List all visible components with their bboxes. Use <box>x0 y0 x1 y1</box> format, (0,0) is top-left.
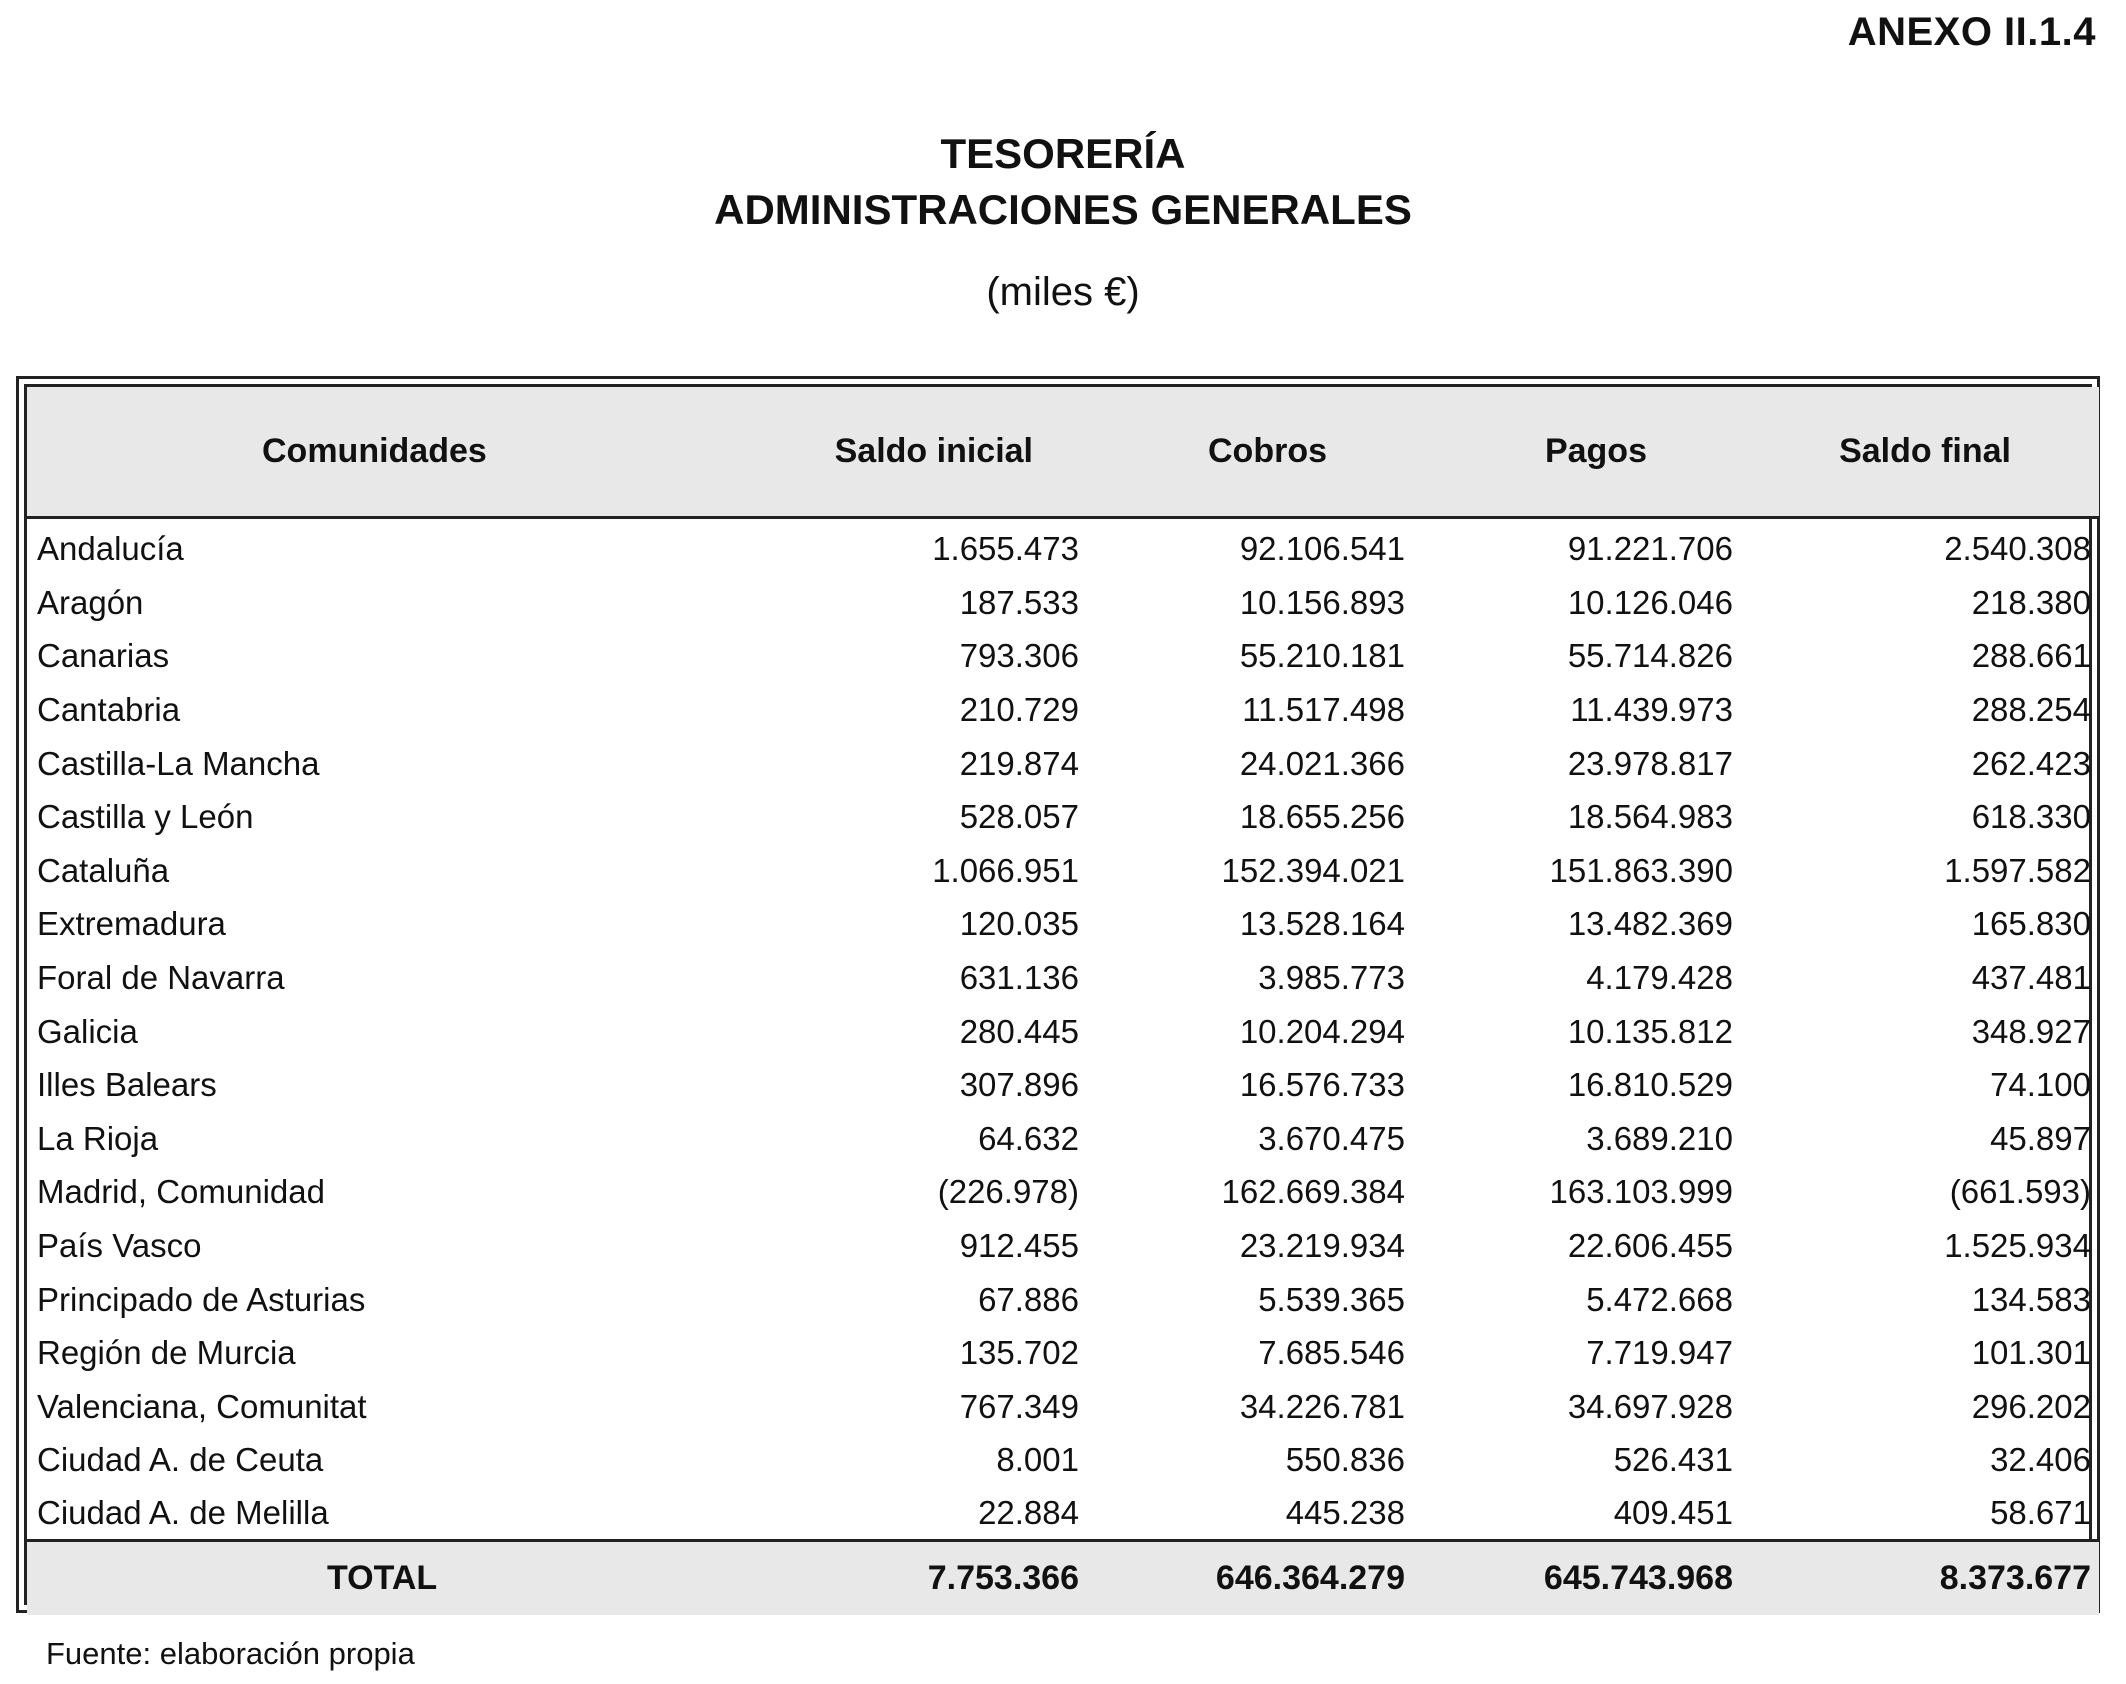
cell-saldo-inicial: 912.455 <box>959 1227 1079 1265</box>
cell-cobros: 55.210.181 <box>1239 637 1405 675</box>
cell-pagos: 151.863.390 <box>1549 851 1733 889</box>
cell-saldo-inicial: 64.632 <box>978 1119 1079 1157</box>
table-row <box>27 1166 2099 1220</box>
table-row <box>27 683 2099 737</box>
total-pagos: 645.743.968 <box>1543 1559 1733 1598</box>
cell-saldo-final: 296.202 <box>1971 1387 2091 1425</box>
table-row <box>27 737 2099 791</box>
header-comunidades: Comunidades <box>262 431 487 470</box>
cell-pagos: 7.719.947 <box>1586 1334 1733 1372</box>
units-label: (miles €) <box>986 270 1140 314</box>
cell-saldo-final: 218.380 <box>1971 583 2091 621</box>
source-note: Fuente: elaboración propia <box>46 1636 415 1671</box>
cell-pagos: 13.482.369 <box>1567 905 1733 943</box>
table-body <box>27 517 2099 1541</box>
header-saldo-final: Saldo final <box>1839 431 2011 470</box>
cell-pagos: 23.978.817 <box>1567 744 1733 782</box>
cell-pagos: 409.451 <box>1613 1494 1733 1532</box>
total-saldo-final: 8.373.677 <box>1939 1559 2091 1598</box>
cell-saldo-inicial: 219.874 <box>959 744 1079 782</box>
cell-pagos: 10.126.046 <box>1567 583 1733 621</box>
cell-saldo-final: 2.540.308 <box>1944 530 2091 568</box>
cell-saldo-final: 618.330 <box>1971 798 2091 836</box>
cell-saldo-final: 348.927 <box>1971 1012 2091 1050</box>
cell-saldo-inicial: 528.057 <box>959 798 1079 836</box>
table-header <box>27 387 2099 517</box>
cell-comunidad: Valenciana, Comunitat <box>37 1387 367 1425</box>
total-cobros: 646.364.279 <box>1215 1559 1405 1598</box>
cell-saldo-final: 1.525.934 <box>1944 1227 2091 1265</box>
cell-pagos: 11.439.973 <box>1570 691 1733 729</box>
cell-comunidad: Aragón <box>37 583 144 621</box>
cell-comunidad: Cantabria <box>37 691 181 729</box>
cell-saldo-inicial: 135.702 <box>959 1334 1079 1372</box>
cell-pagos: 91.221.706 <box>1567 530 1733 568</box>
table-row <box>27 1273 2099 1327</box>
cell-cobros: 7.685.546 <box>1258 1334 1405 1372</box>
table-row <box>27 1219 2099 1273</box>
cell-pagos: 526.431 <box>1613 1441 1733 1479</box>
cell-saldo-inicial: 120.035 <box>959 905 1079 943</box>
table-row <box>27 790 2099 844</box>
cell-saldo-final: 437.481 <box>1971 959 2091 997</box>
cell-cobros: 152.394.021 <box>1221 851 1405 889</box>
cell-saldo-final: 165.830 <box>1971 905 2091 943</box>
table-row <box>27 1380 2099 1434</box>
cell-comunidad: Castilla y León <box>37 798 254 836</box>
cell-comunidad: País Vasco <box>37 1227 202 1265</box>
cell-saldo-final: 58.671 <box>1990 1494 2091 1532</box>
cell-saldo-final: 101.301 <box>1971 1334 2091 1372</box>
cell-cobros: 3.670.475 <box>1258 1119 1405 1157</box>
cell-saldo-final: (661.593) <box>1949 1173 2091 1211</box>
cell-comunidad: Canarias <box>37 637 170 675</box>
table-row <box>27 1112 2099 1166</box>
header-row <box>27 387 2099 517</box>
table-frame <box>16 376 2100 1613</box>
cell-pagos: 18.564.983 <box>1567 798 1733 836</box>
cell-comunidad: La Rioja <box>37 1119 159 1157</box>
cell-pagos: 4.179.428 <box>1586 959 1733 997</box>
cell-comunidad: Región de Murcia <box>37 1334 296 1372</box>
cell-saldo-inicial: 280.445 <box>959 1012 1079 1050</box>
table-row <box>27 1434 2099 1488</box>
cell-saldo-inicial: (226.978) <box>937 1173 1079 1211</box>
cell-comunidad: Castilla-La Mancha <box>37 744 320 782</box>
table-row <box>27 1487 2099 1541</box>
treasury-table <box>27 387 2099 1615</box>
cell-saldo-final: 262.423 <box>1971 744 2091 782</box>
table-row <box>27 1005 2099 1059</box>
cell-pagos: 10.135.812 <box>1567 1012 1733 1050</box>
cell-pagos: 34.697.928 <box>1567 1387 1733 1425</box>
cell-comunidad: Galicia <box>37 1012 138 1050</box>
cell-saldo-inicial: 767.349 <box>959 1387 1079 1425</box>
cell-saldo-final: 288.254 <box>1971 691 2091 729</box>
cell-saldo-final: 74.100 <box>1990 1066 2091 1104</box>
total-label: TOTAL <box>327 1559 438 1598</box>
header-pagos: Pagos <box>1544 431 1647 470</box>
cell-saldo-final: 32.406 <box>1990 1441 2091 1479</box>
cell-cobros: 92.106.541 <box>1239 530 1405 568</box>
cell-cobros: 23.219.934 <box>1239 1227 1405 1265</box>
table-inner-border <box>24 384 2092 1605</box>
header-cobros: Cobros <box>1208 431 1327 470</box>
cell-cobros: 11.517.498 <box>1242 691 1405 729</box>
cell-saldo-inicial: 210.729 <box>959 691 1079 729</box>
cell-pagos: 16.810.529 <box>1567 1066 1733 1104</box>
cell-cobros: 18.655.256 <box>1239 798 1405 836</box>
cell-saldo-inicial: 307.896 <box>959 1066 1079 1104</box>
cell-comunidad: Cataluña <box>37 851 170 889</box>
cell-cobros: 550.836 <box>1285 1441 1405 1479</box>
cell-pagos: 5.472.668 <box>1586 1280 1733 1318</box>
cell-cobros: 445.238 <box>1285 1494 1405 1532</box>
cell-cobros: 10.156.893 <box>1239 583 1405 621</box>
total-row <box>27 1541 2099 1615</box>
title-line-2: ADMINISTRACIONES GENERALES <box>714 186 1412 233</box>
cell-cobros: 5.539.365 <box>1258 1280 1405 1318</box>
cell-comunidad: Extremadura <box>37 905 226 943</box>
cell-comunidad: Ciudad A. de Melilla <box>37 1494 329 1532</box>
cell-pagos: 55.714.826 <box>1567 637 1733 675</box>
cell-saldo-inicial: 1.066.951 <box>932 851 1079 889</box>
title-block <box>0 126 2126 238</box>
header-saldo-inicial: Saldo inicial <box>834 431 1033 470</box>
total-saldo-inicial: 7.753.366 <box>927 1559 1079 1598</box>
cell-saldo-inicial: 793.306 <box>959 637 1079 675</box>
table-row <box>27 1058 2099 1112</box>
table-row <box>27 576 2099 630</box>
cell-pagos: 22.606.455 <box>1567 1227 1733 1265</box>
cell-saldo-inicial: 631.136 <box>959 959 1079 997</box>
cell-comunidad: Foral de Navarra <box>37 959 285 997</box>
table-row <box>27 630 2099 684</box>
table-row <box>27 523 2099 577</box>
cell-cobros: 24.021.366 <box>1239 744 1405 782</box>
cell-cobros: 162.669.384 <box>1221 1173 1405 1211</box>
cell-saldo-final: 1.597.582 <box>1944 851 2091 889</box>
cell-comunidad: Ciudad A. de Ceuta <box>37 1441 324 1479</box>
cell-comunidad: Madrid, Comunidad <box>37 1173 325 1211</box>
table-footer <box>27 1541 2099 1615</box>
cell-comunidad: Illes Balears <box>37 1066 217 1104</box>
title-line-1: TESORERÍA <box>940 130 1186 177</box>
annex-label: ANEXO II.1.4 <box>1847 10 2096 54</box>
table-row <box>27 1326 2099 1380</box>
table-row <box>27 951 2099 1005</box>
cell-pagos: 3.689.210 <box>1586 1119 1733 1157</box>
cell-saldo-final: 45.897 <box>1990 1119 2091 1157</box>
cell-saldo-inicial: 22.884 <box>978 1494 1079 1532</box>
cell-cobros: 34.226.781 <box>1239 1387 1405 1425</box>
cell-saldo-inicial: 187.533 <box>959 583 1079 621</box>
cell-comunidad: Principado de Asturias <box>37 1280 366 1318</box>
cell-saldo-final: 288.661 <box>1971 637 2091 675</box>
cell-comunidad: Andalucía <box>37 530 184 568</box>
cell-cobros: 10.204.294 <box>1239 1012 1405 1050</box>
cell-saldo-inicial: 67.886 <box>978 1280 1079 1318</box>
cell-cobros: 13.528.164 <box>1239 905 1405 943</box>
cell-saldo-final: 134.583 <box>1971 1280 2091 1318</box>
cell-cobros: 16.576.733 <box>1239 1066 1405 1104</box>
cell-saldo-inicial: 1.655.473 <box>932 530 1079 568</box>
cell-saldo-inicial: 8.001 <box>996 1441 1079 1479</box>
cell-cobros: 3.985.773 <box>1258 959 1405 997</box>
cell-pagos: 163.103.999 <box>1549 1173 1733 1211</box>
table-row <box>27 898 2099 952</box>
table-row <box>27 844 2099 898</box>
